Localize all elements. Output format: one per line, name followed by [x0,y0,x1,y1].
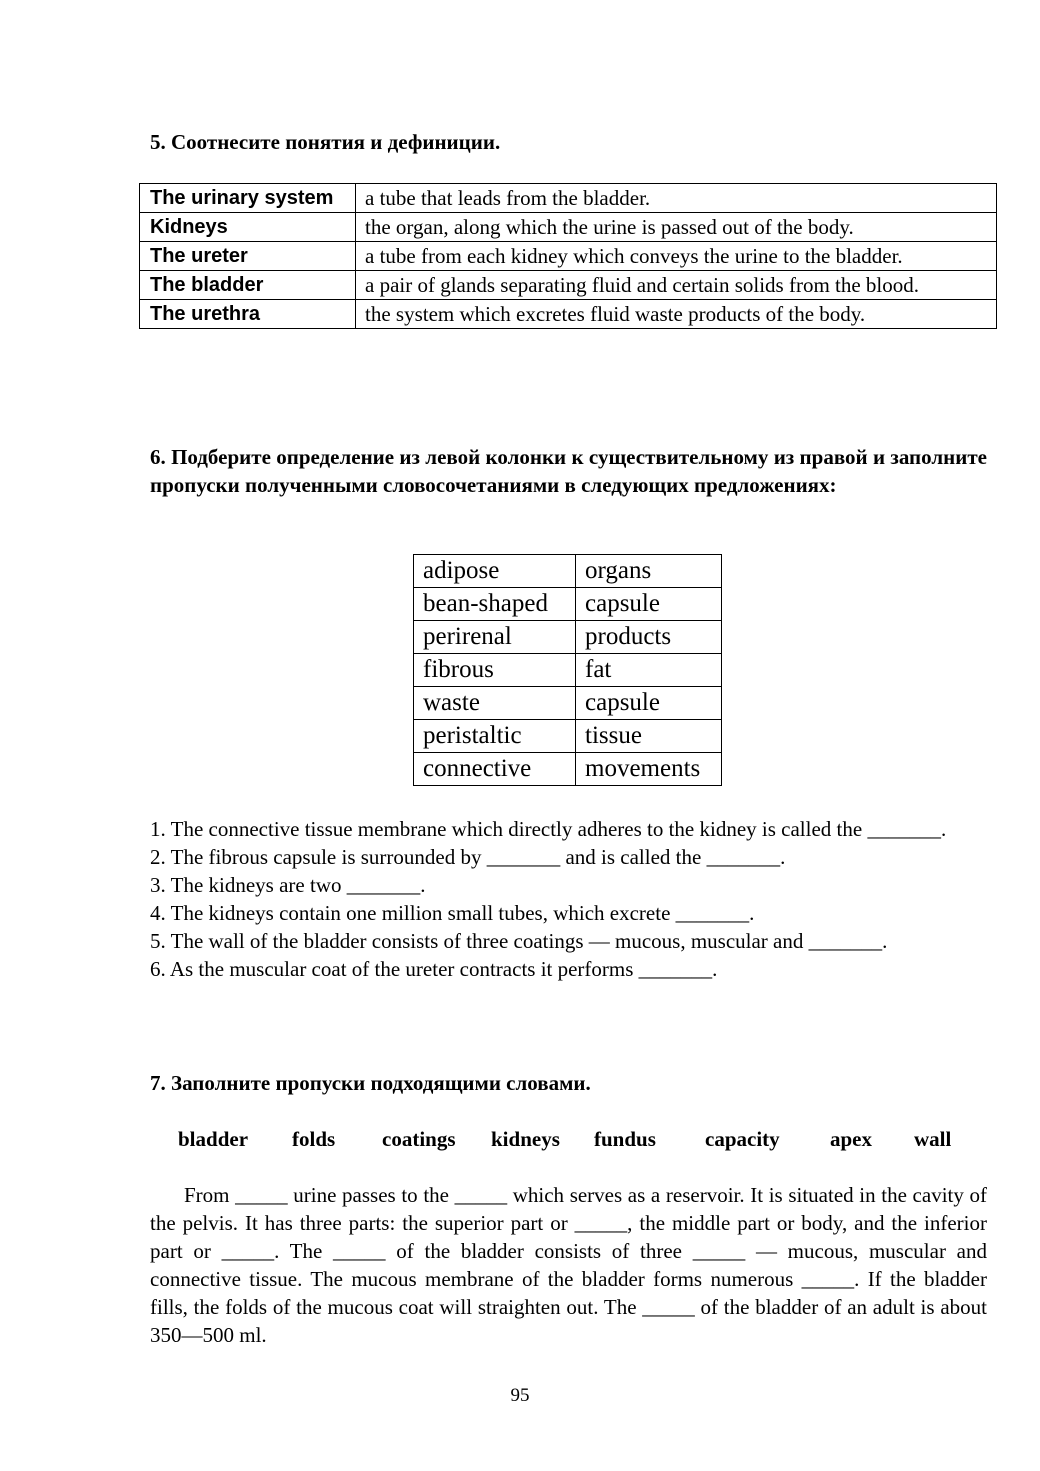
definition-cell: a tube that leads from the bladder. [356,184,997,213]
word-bank-item: coatings [382,1127,456,1151]
sentence: 4. The kidneys contain one million small tubes, which excrete _______. [150,901,755,925]
table-row [414,621,722,654]
definition-cell: the organ, along which the urine is passed out of the body. [356,213,997,242]
table-row [414,753,722,786]
page-number: 95 [510,1385,530,1406]
adjective-cell: fibrous [414,654,576,687]
definitions-table [139,183,997,329]
definition-cell: a pair of glands separating fluid and certain solids from the blood. [356,271,997,300]
word-bank-item: fundus [594,1127,656,1151]
table-row [414,555,722,588]
noun-cell: tissue [576,720,722,753]
term-cell: The urethra [140,300,356,329]
noun-cell: organs [576,555,722,588]
sentence: 5. The wall of the bladder consists of three coatings — mucous, muscular and _______. [150,929,888,953]
table-row [140,271,997,300]
sentence: 1. The connective tissue membrane which directly adheres to the kidney is called the _______. [150,817,947,841]
term-cell: The bladder [140,271,356,300]
word-bank-item: capacity [705,1127,780,1151]
adjective-cell: bean-shaped [414,588,576,621]
table-row [140,242,997,271]
noun-cell: products [576,621,722,654]
page-content [150,0,997,1471]
adjective-cell: adipose [414,555,576,588]
noun-cell: movements [576,753,722,786]
table-row [140,300,997,329]
noun-cell: fat [576,654,722,687]
table-row [414,654,722,687]
task7-heading: 7. Заполните пропуски подходящими словами. [150,1071,591,1095]
noun-cell: capsule [576,588,722,621]
word-bank-item: folds [292,1127,336,1151]
adjective-cell: peristaltic [414,720,576,753]
word-bank-item: apex [830,1127,872,1151]
table-row [414,588,722,621]
task6-sentences [150,815,987,983]
word-bank-item: wall [914,1127,952,1151]
adjective-cell: waste [414,687,576,720]
table-row [414,720,722,753]
word-bank-item: bladder [178,1127,249,1151]
adjective-cell: perirenal [414,621,576,654]
table-row [140,213,997,242]
sentence: 3. The kidneys are two _______. [150,873,426,897]
term-cell: The urinary system [140,184,356,213]
adjective-cell: connective [414,753,576,786]
table-row [140,184,997,213]
word-bank-item: kidneys [491,1127,560,1151]
definition-cell: a tube from each kidney which conveys the urine to the bladder. [356,242,997,271]
word-match-table [413,554,722,786]
noun-cell: capsule [576,687,722,720]
sentence: 2. The fibrous capsule is surrounded by _______ and is called the _______. [150,845,786,869]
task5-heading: 5. Соотнесите понятия и дефиниции. [150,130,501,154]
task6-heading: 6. Подберите определение из левой колонки к существительному из правой и заполните пропуски полученными словосочетаниями в следующих предложениях: [150,445,987,497]
word-bank [178,1125,951,1153]
term-cell: Kidneys [140,213,356,242]
sentence: 6. As the muscular coat of the ureter contracts it performs _______. [150,957,718,981]
task7-paragraph: From _____ urine passes to the _____ which serves as a reservoir. It is situated in the cavity of the pelvis. It has three parts: the superior part or _____, the middle part or body, and the inferior part or _____. The _____ of the bladder consists of three _____ — mucous, muscular and connective tissue. The mucous membrane of the bladder forms numerous _____. If the bladder fills, the folds of the mucous coat will straighten out. The _____ of the bladder of an adult is about 350—500 ml. [150,1183,987,1347]
term-cell: The ureter [140,242,356,271]
table-row [414,687,722,720]
definition-cell: the system which excretes fluid waste products of the body. [356,300,997,329]
